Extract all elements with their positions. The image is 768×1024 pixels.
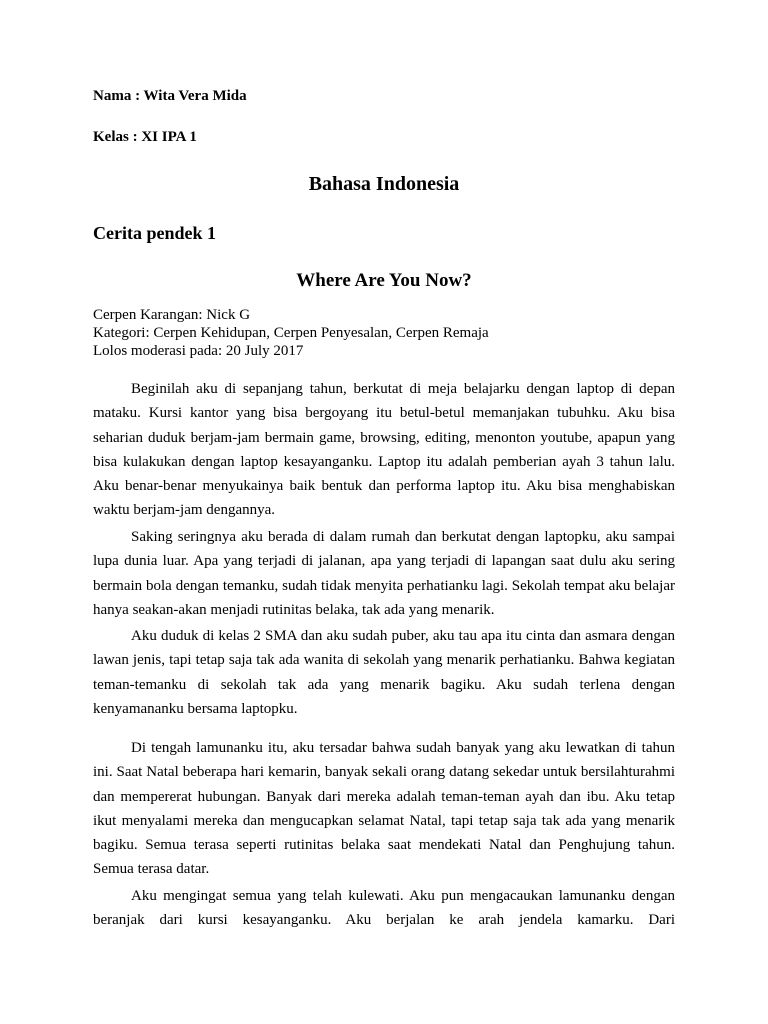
story-moderation-date: Lolos moderasi pada: 20 July 2017 [93,343,304,359]
story-category: Kategori: Cerpen Kehidupan, Cerpen Penyesalan, Cerpen Remaja [93,325,489,341]
paragraph-1: Beginilah aku di sepanjang tahun, berkutat di meja belajarku dengan laptop di depan mataku. Kursi kantor yang bisa bergoyang itu betul-betul memanjakan tubuhku. Aku bisa seharian duduk berjam-jam bermain game, browsing, editing, menonton youtube, apapun yang bisa kulakukan dengan laptop kesayanganku. Laptop itu adalah pemberian ayah 3 tahun lalu. Aku benar-benar menyukainya baik bentuk dan performa laptop itu. Aku bisa menghabiskan waktu berjam-jam dengannya. [93,381,675,519]
story-author: Cerpen Karangan: Nick G [93,307,251,323]
subject-title: Bahasa Indonesia [308,173,460,195]
paragraph-2: Saking seringnya aku berada di dalam rumah dan berkutat dengan laptopku, aku sampai lupa dunia luar. Apa yang terjadi di jalanan, apa yang terjadi di lapangan saat dulu aku sering bermain bola dengan temanku, sudah tidak menyita perhatianku lagi. Sekolah tempat aku belajar hanya seakan-akan menjadi rutinitas belaka, tak ada yang menarik. [93,529,675,618]
student-name: Nama : Wita Vera Mida [93,88,247,104]
paragraph-4: Di tengah lamunanku itu, aku tersadar bahwa sudah banyak yang aku lewatkan di tahun ini. Saat Natal beberapa hari kemarin, banyak sekali orang datang sekedar untuk bersilahturahmi dan mempererat hubungan. Banyak dari mereka adalah teman-teman ayah dan ibu. Aku tetap ikut menyalami mereka dan mengucapkan selamat Natal, tapi tetap saja tak ada yang menarik bagiku. Semua terasa seperti rutinitas belaka saat mendekati Natal dan Penghujung tahun. Semua terasa datar. [93,740,675,878]
paragraph-5: Aku mengingat semua yang telah kulewati. Aku pun mengacaukan lamunanku dengan beranjak dari kursi kesayanganku. Aku berjalan ke arah jendela kamarku. Dari [93,888,675,929]
paragraph-3: Aku duduk di kelas 2 SMA dan aku sudah puber, aku tau apa itu cinta dan asmara dengan lawan jenis, tapi tetap saja tak ada wanita di sekolah yang menarik perhatianku. Bahwa kegiatan teman-temanku di sekolah tak ada yang menarik bagiku. Aku sudah terlena dengan kenyamananku bersama laptopku. [93,628,675,717]
section-title: Cerita pendek 1 [93,223,216,243]
story-title: Where Are You Now? [296,270,472,291]
student-class: Kelas : XI IPA 1 [93,129,197,145]
